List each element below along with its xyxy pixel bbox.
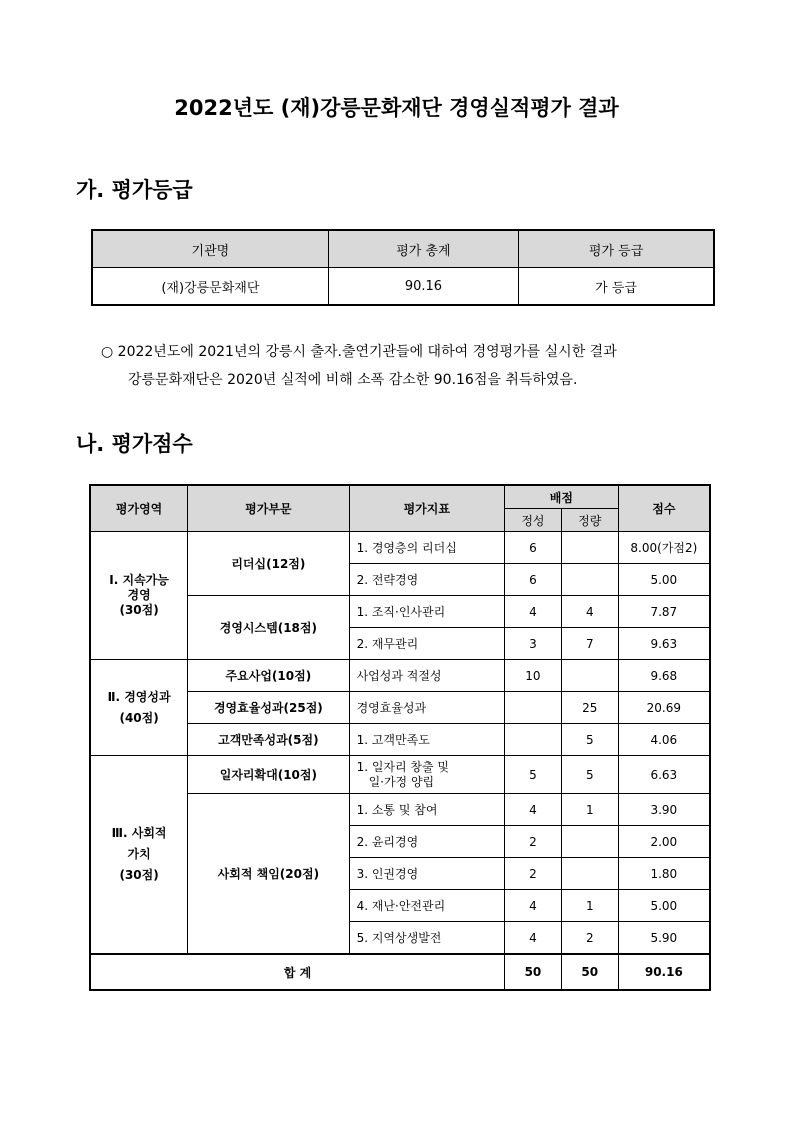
qual-cell: 6: [505, 532, 562, 564]
area-label: (30점): [119, 603, 159, 617]
score-cell: 3.90: [618, 794, 710, 826]
part-cell: 주요사업(10점): [188, 660, 349, 692]
score-table: [89, 484, 711, 991]
note-line: 강릉문화재단은 2020년 실적에 비해 소폭 감소한 90.16점을 취득하였음.: [128, 372, 578, 388]
qual-cell: 3: [505, 628, 562, 660]
qual-cell: 4: [505, 922, 562, 955]
quant-cell: 1: [561, 890, 618, 922]
header-score: 점수: [618, 485, 710, 532]
indicator-cell: 1. 고객만족도: [349, 724, 504, 756]
header-cell: 평가 등급: [519, 230, 714, 268]
score-cell: 2.00: [618, 826, 710, 858]
indicator-cell: 5. 지역상생발전: [349, 922, 504, 955]
table-row: [90, 660, 710, 692]
quant-cell: [561, 858, 618, 890]
score-cell: 5.00: [618, 564, 710, 596]
qual-cell: 2: [505, 826, 562, 858]
qual-cell: [505, 692, 562, 724]
org-name: (재)강릉문화재단: [92, 268, 328, 306]
quant-cell: 25: [561, 692, 618, 724]
section-heading-grade: 가. 평가등급: [76, 178, 193, 202]
part-cell: 리더십(12점): [188, 532, 349, 596]
indicator-cell: 1. 소통 및 참여: [349, 794, 504, 826]
grade-table-header: [92, 230, 714, 268]
score-cell: 6.63: [618, 756, 710, 794]
score-cell: 9.63: [618, 628, 710, 660]
quant-cell: [561, 532, 618, 564]
quant-cell: 2: [561, 922, 618, 955]
part-cell: 경영효율성과(25점): [188, 692, 349, 724]
quant-cell: 4: [561, 596, 618, 628]
area-label: Ⅰ. 지속가능: [109, 573, 169, 587]
area-label: Ⅱ. 경영성과: [107, 689, 171, 704]
header-allocation: 배점: [505, 485, 619, 509]
grade: 가 등급: [519, 268, 714, 306]
table-row: [90, 756, 710, 794]
indicator-cell: 1. 조직·인사관리: [349, 596, 504, 628]
table-row: [90, 532, 710, 564]
indicator-cell: 사업성과 적절성: [349, 660, 504, 692]
score-cell: 8.00(가점2): [618, 532, 710, 564]
note-line: ○ 2022년도에 2021년의 강릉시 출자.출연기관들에 대하여 경영평가를 실시한 결과: [101, 344, 617, 360]
indicator-cell: 3. 인권경영: [349, 858, 504, 890]
indicator-cell: 4. 재난·안전관리: [349, 890, 504, 922]
area-label: 가치: [127, 847, 151, 861]
part-cell: 경영시스템(18점): [188, 596, 349, 660]
total-score: 90.16: [618, 954, 710, 990]
qual-cell: 6: [505, 564, 562, 596]
indicator-cell: 경영효율성과: [349, 692, 504, 724]
header-cell: 기관명: [92, 230, 328, 268]
header-quantitative: 정량: [561, 509, 618, 532]
area-cell: [90, 756, 188, 955]
section-heading-score: 나. 평가점수: [76, 432, 193, 456]
indicator-cell: [349, 756, 504, 794]
qual-cell: 10: [505, 660, 562, 692]
page-title: 2022년도 (재)강릉문화재단 경영실적평가 결과: [174, 96, 619, 120]
quant-cell: [561, 660, 618, 692]
qual-cell: [505, 724, 562, 756]
header-indicator: 평가지표: [349, 485, 504, 532]
part-cell: 사회적 책임(20점): [188, 794, 349, 955]
total-qual: 50: [505, 954, 562, 990]
score-cell: 7.87: [618, 596, 710, 628]
score-cell: 4.06: [618, 724, 710, 756]
total-score: 90.16: [328, 268, 518, 306]
grade-table-row: [92, 268, 714, 306]
area-label: 경영: [127, 588, 151, 602]
grade-table: [91, 229, 715, 306]
indicator-cell: 2. 전략경영: [349, 564, 504, 596]
quant-cell: 5: [561, 724, 618, 756]
header-area: 평가영역: [90, 485, 188, 532]
part-cell: 고객만족성과(5점): [188, 724, 349, 756]
indicator-line: 일·가정 양립: [368, 774, 435, 789]
quant-cell: [561, 826, 618, 858]
total-quant: 50: [561, 954, 618, 990]
area-label: (30점): [119, 868, 159, 882]
score-cell: 20.69: [618, 692, 710, 724]
header-cell: 평가 총계: [328, 230, 518, 268]
qual-cell: 5: [505, 756, 562, 794]
total-row: [90, 954, 710, 990]
area-cell: [90, 532, 188, 660]
quant-cell: 1: [561, 794, 618, 826]
quant-cell: 5: [561, 756, 618, 794]
quant-cell: 7: [561, 628, 618, 660]
indicator-cell: 1. 경영층의 리더십: [349, 532, 504, 564]
header-part: 평가부문: [188, 485, 349, 532]
total-label: 합 계: [90, 954, 505, 990]
indicator-line: 1. 일자리 창출 및: [356, 759, 450, 774]
qual-cell: 4: [505, 890, 562, 922]
score-table-header: [90, 485, 710, 509]
score-cell: 5.00: [618, 890, 710, 922]
score-cell: 9.68: [618, 660, 710, 692]
grade-note: [101, 338, 721, 394]
qual-cell: 4: [505, 794, 562, 826]
indicator-cell: 2. 재무관리: [349, 628, 504, 660]
score-cell: 1.80: [618, 858, 710, 890]
qual-cell: 4: [505, 596, 562, 628]
area-label: Ⅲ. 사회적: [111, 826, 167, 840]
quant-cell: [561, 564, 618, 596]
header-qualitative: 정성: [505, 509, 562, 532]
indicator-cell: 2. 윤리경영: [349, 826, 504, 858]
score-cell: 5.90: [618, 922, 710, 955]
part-cell: 일자리확대(10점): [188, 756, 349, 794]
area-cell: [90, 660, 188, 756]
qual-cell: 2: [505, 858, 562, 890]
area-label: (40점): [119, 710, 159, 725]
